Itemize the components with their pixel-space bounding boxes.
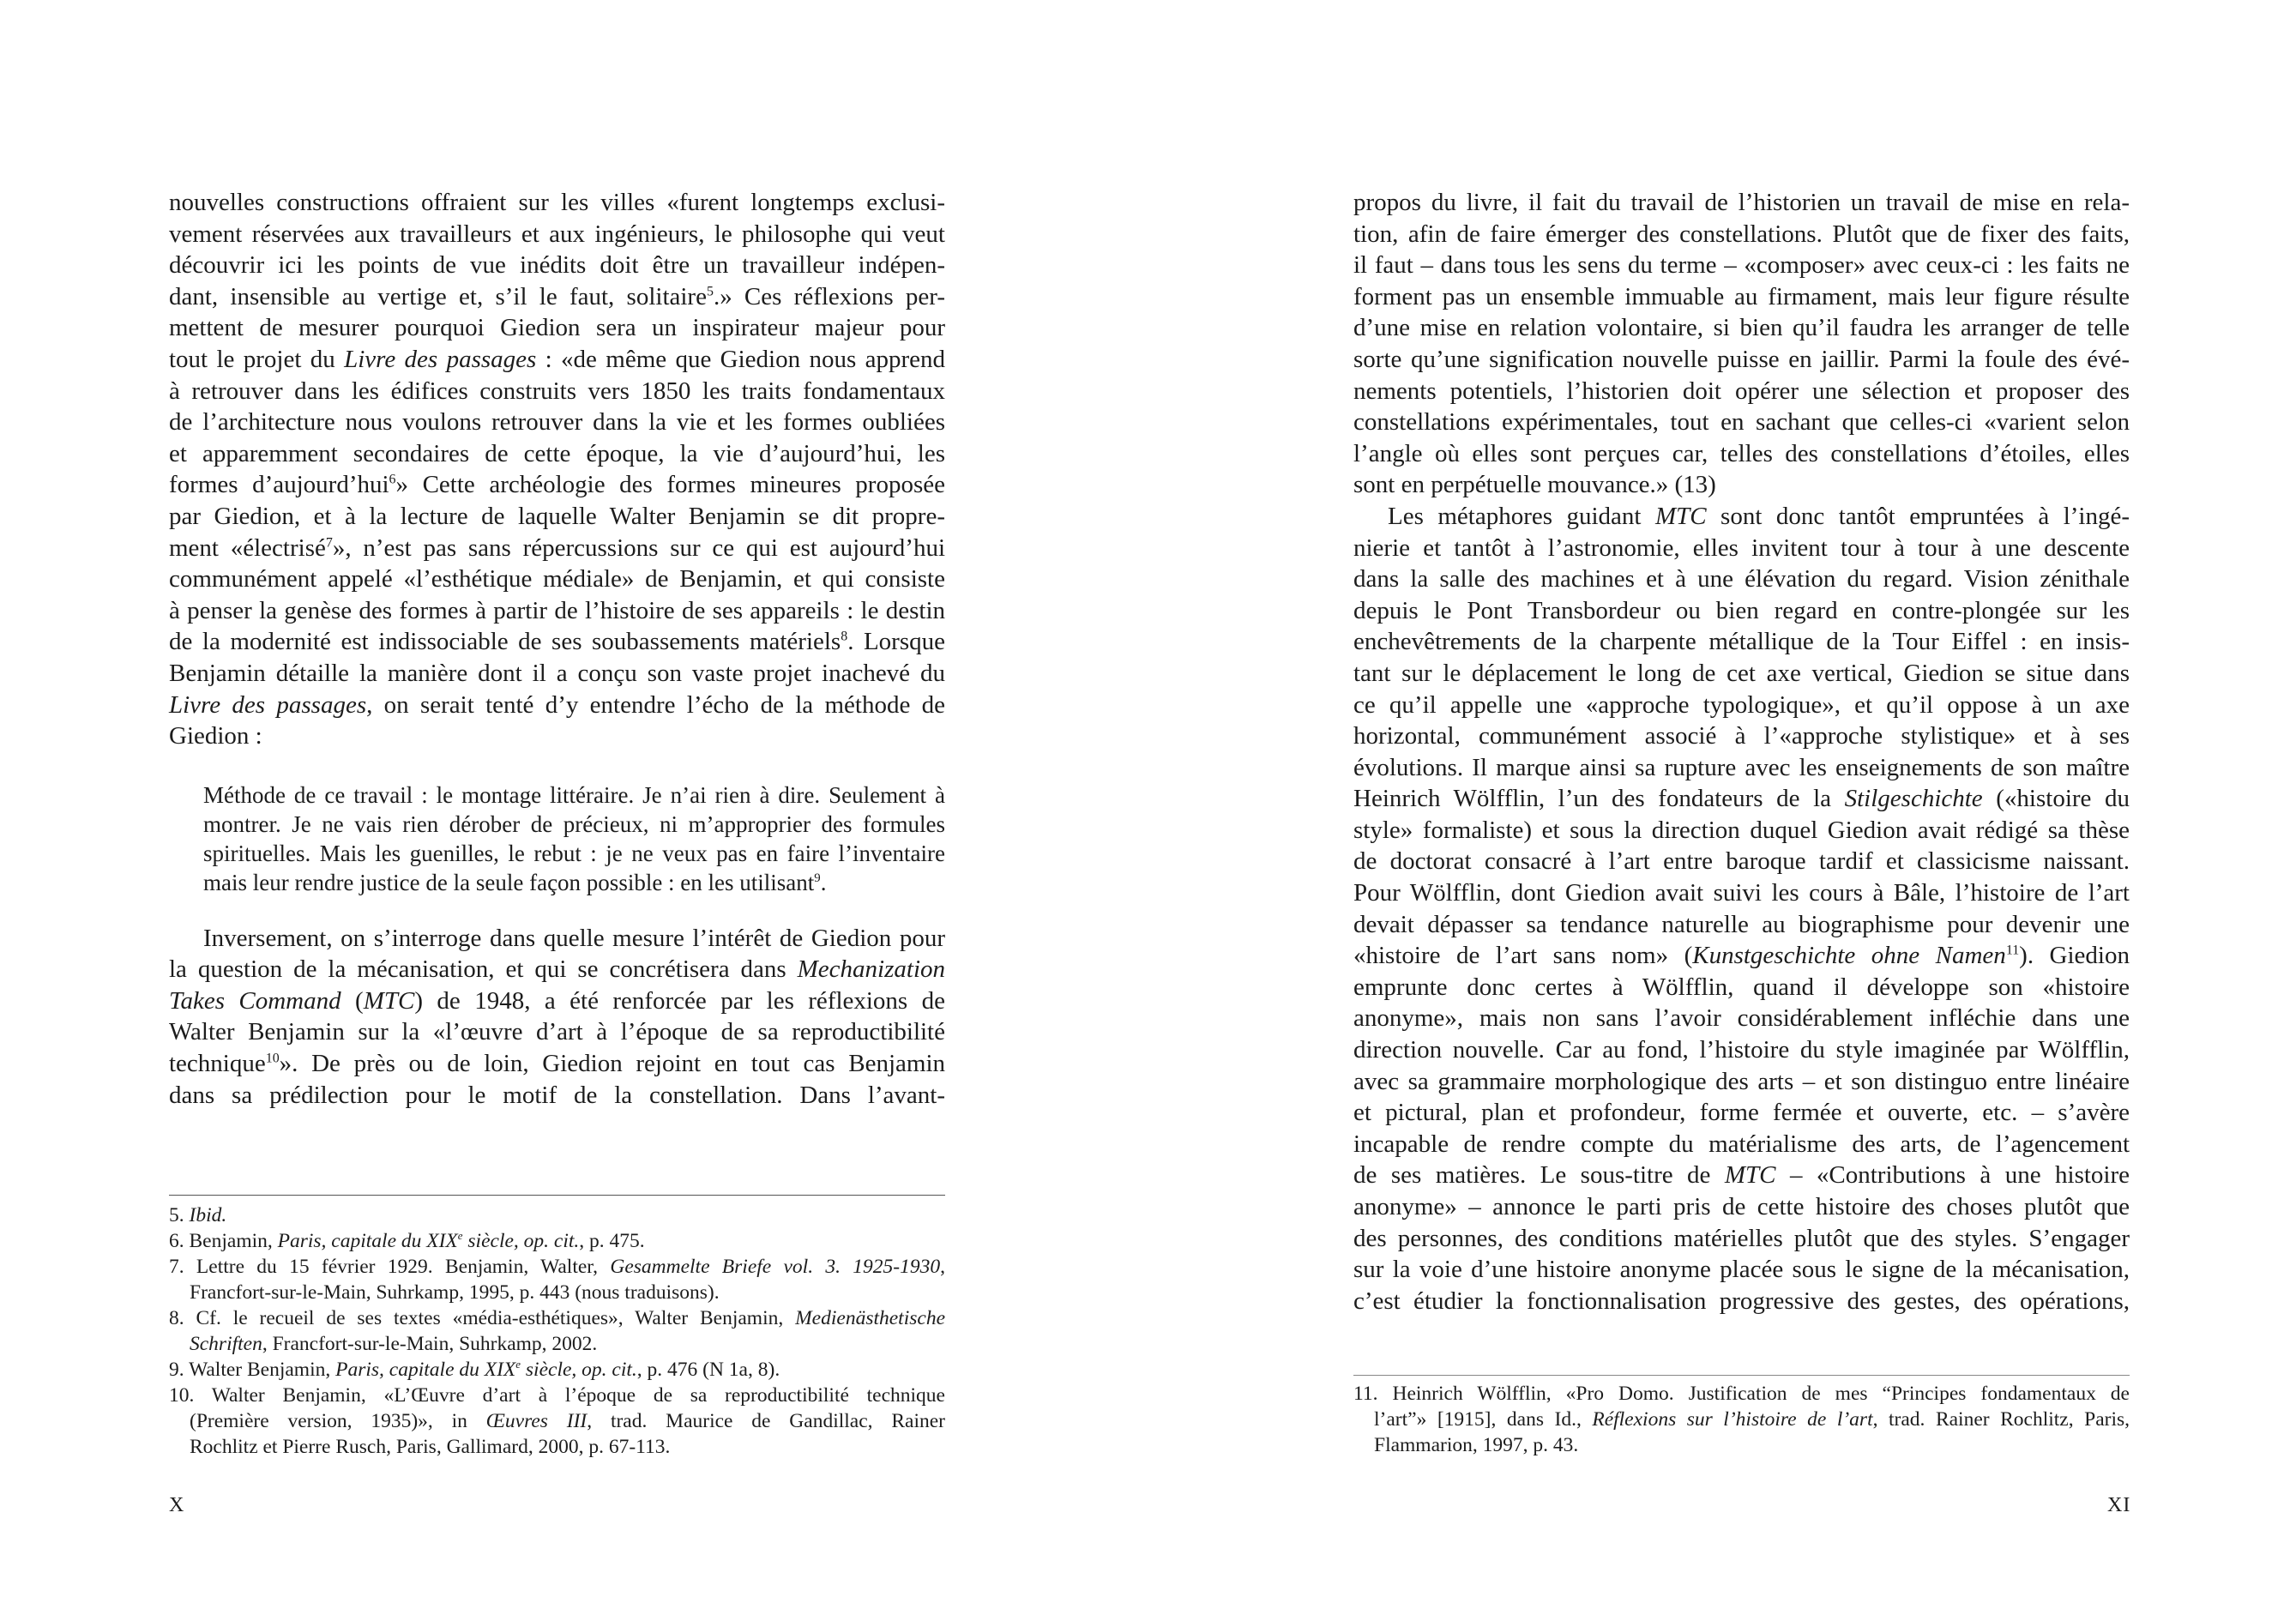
spacer xyxy=(169,897,945,923)
footnote-11 xyxy=(1353,1381,2130,1458)
book-title: Livre des passages xyxy=(344,345,537,373)
text-line: ce qu’il appelle une «approche typologique», et qu’il oppose à un axe xyxy=(1353,690,2130,719)
text-line xyxy=(1353,1160,2130,1191)
text-line: anonyme», mais non sans l’avoir considérablement infléchie dans une xyxy=(1353,1004,2130,1033)
text-line: sont en perpétuelle mouvance.» (13) xyxy=(1353,471,1716,499)
text-line: Walter Benjamin sur la «l’œuvre d’art à l’époque de sa reproductibilité xyxy=(169,1018,945,1046)
text: (Première version, 1935)», in xyxy=(190,1410,486,1432)
footnote-line xyxy=(169,1357,945,1383)
footnote-ref[interactable]: 9 xyxy=(814,871,821,885)
text: de la modernité est indissociable de ses soubassements matériels xyxy=(169,628,841,656)
book-title: Œuvres III xyxy=(485,1410,588,1432)
text-line: c’est étudier la fonctionnalisation progressive des gestes, des opérations, xyxy=(1353,1287,2130,1315)
page-number: XI xyxy=(2107,1494,2131,1516)
footnote-line xyxy=(169,1408,945,1434)
footnote-number: 9. xyxy=(169,1359,190,1381)
right-body-text xyxy=(1353,187,2130,1317)
text: Heinrich Wölfflin, «Pro Domo. Justification de mes “Principes fondamentaux de xyxy=(1392,1383,2130,1405)
text-line: forment pas un ensemble immuable au firmament, mais leur figure résulte xyxy=(1353,282,2130,310)
quote-line: montrer. Je ne vais rien dérober de précieux, ni m’approprier des formules xyxy=(203,810,945,837)
text: ( xyxy=(340,986,364,1015)
text: mais leur rendre justice de la seule façon possible : en les utilisant xyxy=(203,869,815,895)
text-line: à penser la genèse des formes à partir de l’histoire de ses appareils : le destin xyxy=(169,596,945,624)
text-line xyxy=(1353,501,2130,533)
text: («histoire du xyxy=(1982,785,2130,813)
footnote-line xyxy=(169,1331,945,1357)
footnote-8 xyxy=(169,1305,945,1357)
quote-line xyxy=(203,868,945,897)
text-line: d’une mise en relation volontaire, si bien qu’il faudra les arranger de telle xyxy=(1353,314,2130,342)
text-line: de l’architecture nous voulons retrouver dans la vie et les formes oubliées xyxy=(169,408,945,437)
text-line: sur la voie d’une histoire anonyme placée sous le signe de la mécanisation, xyxy=(1353,1256,2130,1284)
text-line: emprunte donc certes à Wölfflin, quand il développe son «histoire xyxy=(1353,973,2130,1001)
text-line xyxy=(169,344,945,376)
text-line: nierie et tantôt à l’astronomie, elles invitent tour à tour à une descente xyxy=(1353,533,2130,562)
text-line xyxy=(169,281,945,313)
text: Ibid. xyxy=(189,1204,227,1226)
book-title: Gesammelte Briefe vol. 3. 1925-1930 xyxy=(610,1256,941,1278)
paragraph xyxy=(169,187,945,752)
footnote-ref[interactable]: 10 xyxy=(265,1051,280,1066)
text-line: Benjamin détaille la manière dont il a conçu son vaste projet inachevé du xyxy=(169,659,945,687)
text: ). Giedion xyxy=(2019,942,2130,970)
text-line: style» formaliste) et sous la direction duquel Giedion avait rédigé sa thèse xyxy=(1353,816,2130,844)
footnote-number: 10. xyxy=(169,1384,212,1407)
text-line: anonyme» – annonce le parti pris de cette histoire des choses plutôt que xyxy=(1353,1193,2130,1220)
text-line: propos du livre, il fait du travail de l’historien un travail de mise en rela- xyxy=(1353,189,2130,216)
text: ment «électrisé xyxy=(169,533,326,562)
text-line xyxy=(169,954,945,985)
footnote-divider xyxy=(1353,1375,2130,1376)
abbreviation: MTC xyxy=(1654,502,1707,530)
text: , p. 475. xyxy=(579,1230,645,1252)
text-line: dans la salle des machines et à une élévation du regard. Vision zénithale xyxy=(1353,565,2130,594)
book-title: Takes Command xyxy=(169,986,341,1015)
text-line: des personnes, des conditions matérielles plutôt que des styles. S’engager xyxy=(1353,1224,2130,1252)
book-title: Livre des passages xyxy=(169,690,367,719)
text-line: et pictural, plan et profondeur, forme fermée et ouverte, etc. – s’avère xyxy=(1353,1099,2130,1127)
footnote-number: 8. xyxy=(169,1307,196,1329)
text: , trad. Rainer Rochlitz, Paris, xyxy=(1872,1408,2130,1431)
text-line: constellations expérimentales, tout en sachant que celles-ci «varient selon xyxy=(1353,408,2130,437)
text-line: tant sur le déplacement le long de cet axe vertical, Giedion se situe dans xyxy=(1353,659,2130,687)
footnote-line: Flammarion, 1997, p. 43. xyxy=(1374,1434,1579,1456)
quote-line: spirituelles. Mais les guenilles, le rebut : je ne veux pas en faire l’inventaire xyxy=(203,840,945,866)
text-line: Pour Wölfflin, dont Giedion avait suivi les cours à Bâle, l’histoire de l’art xyxy=(1353,879,2130,907)
text-line: tion, afin de faire émerger des constellations. Plutôt que de fixer des faits, xyxy=(1353,220,2130,248)
text-line xyxy=(1353,940,2130,972)
book-title: Schriften xyxy=(190,1333,262,1355)
text: Les métaphores guidant xyxy=(1388,502,1655,530)
book-title: Mechanization xyxy=(797,955,945,984)
text: ) de 1948, a été renforcée par les réflexions de xyxy=(414,986,945,1015)
text-line xyxy=(169,469,945,501)
text-line: Giedion : xyxy=(169,722,262,750)
text: sont donc tantôt empruntées à l’ingé- xyxy=(1706,502,2130,530)
text: Walter Benjamin, «L’Œuvre d’art à l’époque de sa reproductibilité technique xyxy=(211,1384,945,1407)
footnote-line: Francfort-sur-le-Main, Suhrkamp, 1995, p. 443 (nous traduisons). xyxy=(190,1281,720,1304)
footnote-ref[interactable]: 5 xyxy=(706,284,714,299)
text: technique xyxy=(169,1050,266,1078)
text: Benjamin, xyxy=(189,1230,278,1252)
text: , trad. Maurice de Gandillac, Rainer xyxy=(587,1410,945,1432)
footnote-line xyxy=(1353,1381,2130,1407)
footnote-9 xyxy=(169,1357,945,1383)
text-line: direction nouvelle. Car au fond, l’histoire du style imaginée par Wölfflin, xyxy=(1353,1036,2130,1064)
text-line: Inversement, on s’interroge dans quelle mesure l’intérêt de Giedion pour xyxy=(203,924,945,952)
text: , p. 476 (N 1a, 8). xyxy=(636,1359,780,1381)
text: .» Ces réflexions per- xyxy=(713,282,945,310)
spacer xyxy=(169,752,945,780)
text-line xyxy=(169,985,945,1017)
page-number: X xyxy=(169,1494,185,1516)
text-line: horizontal, communément associé à l’«approche stylistique» et à ses xyxy=(1353,722,2130,750)
paragraph xyxy=(1353,187,2130,501)
text: : «de même que Giedion nous apprend xyxy=(536,345,945,373)
text-line: à retrouver dans les édifices construits vers 1850 les traits fondamentaux xyxy=(169,377,945,405)
footnote-6 xyxy=(169,1228,945,1254)
footnote-line xyxy=(169,1202,945,1228)
footnote-number: 5. xyxy=(169,1204,190,1226)
text-line: enchevêtrements de la charpente métallique de la Tour Eiffel : en insis- xyxy=(1353,628,2130,656)
right-footnotes xyxy=(1353,1381,2130,1458)
footnote-ref[interactable]: 7 xyxy=(325,534,333,550)
footnote-ref[interactable]: 6 xyxy=(389,472,396,487)
text-line: découvrir ici les points de vue inédits doit être un travailleur indépen- xyxy=(169,251,945,280)
footnote-number: 11. xyxy=(1353,1383,1393,1405)
footnote-line xyxy=(169,1228,945,1254)
text-line xyxy=(1353,783,2130,815)
text-line: sorte qu’une signification nouvelle puisse en jaillir. Parmi la foule des évé- xyxy=(1353,345,2130,373)
text-line: de doctorat consacré à l’art entre baroque tardif et classicisme naissant. xyxy=(1353,847,2130,876)
footnote-divider xyxy=(169,1195,945,1196)
text-line: dans sa prédilection pour le motif de la constellation. Dans l’avant- xyxy=(169,1081,945,1109)
footnote-10 xyxy=(169,1383,945,1460)
text: Cf. le recueil de ses textes «média-esthétiques», Walter Benjamin, xyxy=(196,1307,796,1329)
text: Heinrich Wölfflin, l’un des fondateurs de la xyxy=(1353,785,1845,813)
text: », n’est pas sans répercussions sur ce qui est aujourd’hui xyxy=(332,533,945,562)
term: Stilgeschichte xyxy=(1844,785,1983,813)
text: l’art”» [1915], dans Id., xyxy=(1374,1408,1593,1431)
text-line xyxy=(169,626,945,658)
text: la question de la mécanisation, et qui se concrétisera dans xyxy=(169,955,798,984)
book-title: Réflexions sur l’histoire de l’art xyxy=(1592,1408,1873,1431)
text-line: devait dépasser sa tendance naturelle au biographisme pour devenir une xyxy=(1353,910,2130,938)
book-title: Medienästhetische xyxy=(795,1307,945,1329)
quote-line: Méthode de ce travail : le montage littéraire. Je n’ai rien à dire. Seulement à xyxy=(203,781,945,808)
text: » Cette archéologie des formes mineures proposée xyxy=(395,471,945,499)
text: – «Contributions à une histoire xyxy=(1775,1161,2130,1190)
footnote-line xyxy=(1353,1407,2130,1432)
text-line xyxy=(169,690,945,721)
text: «histoire de l’art sans nom» ( xyxy=(1353,942,1693,970)
footnote-line xyxy=(169,1305,945,1331)
left-body-text xyxy=(169,187,945,1111)
text-line xyxy=(169,533,945,564)
footnote-7 xyxy=(169,1254,945,1305)
text: tout le projet du xyxy=(169,345,345,373)
text-line: l’angle où elles sont perçues car, telles des constellations d’étoiles, elles xyxy=(1353,439,2130,467)
footnote-line xyxy=(169,1383,945,1408)
text-line: et apparemment secondaires de cette époque, la vie d’aujourd’hui, les xyxy=(169,439,945,467)
footnote-ref[interactable]: 8 xyxy=(841,629,848,644)
footnote-number: 7. xyxy=(169,1256,196,1278)
text-line: incapable de rendre compte du matérialisme des arts, de l’agencement xyxy=(1353,1130,2130,1158)
text: , on serait tenté d’y entendre l’écho de la méthode de xyxy=(366,690,945,719)
text: , Francfort-sur-le-Main, Suhrkamp, 2002. xyxy=(262,1333,598,1355)
right-page xyxy=(1148,0,2296,1621)
footnote-number: 6. xyxy=(169,1230,190,1252)
paragraph xyxy=(169,923,945,1112)
text-line: par Giedion, et à la lecture de laquelle Walter Benjamin se dit propre- xyxy=(169,502,945,530)
abbreviation: MTC xyxy=(1724,1161,1776,1190)
book-title: Paris, capitale du XIXe siècle, op. cit. xyxy=(277,1229,580,1252)
text: . Lorsque xyxy=(847,628,945,656)
text: dant, insensible au vertige et, s’il le faut, solitaire xyxy=(169,282,707,310)
text: , xyxy=(940,1256,945,1278)
text-line: évolutions. Il marque ainsi sa rupture avec les enseignements de son maître xyxy=(1353,753,2130,781)
block-quote xyxy=(169,780,945,897)
abbreviation: MTC xyxy=(363,986,415,1015)
text: formes d’aujourd’hui xyxy=(169,471,389,499)
text-line: depuis le Pont Transbordeur ou bien regard en contre-plongée sur les xyxy=(1353,596,2130,624)
text-line: mettent de mesurer pourquoi Giedion sera un inspirateur majeur pour xyxy=(169,314,945,342)
text-line: nements potentiels, l’historien doit opérer une sélection et proposer des xyxy=(1353,377,2130,405)
text-line: avec sa grammaire morphologique des arts – et son distinguo entre linéaire xyxy=(1353,1067,2130,1095)
footnote-line xyxy=(169,1254,945,1280)
term: Kunstgeschichte ohne Namen xyxy=(1692,942,2006,970)
text-line xyxy=(169,1048,945,1080)
text-line: nouvelles constructions offraient sur les villes «furent longtemps exclusi- xyxy=(169,189,945,216)
text: Walter Benjamin, xyxy=(189,1359,336,1381)
footnote-5 xyxy=(169,1202,945,1228)
left-footnotes xyxy=(169,1202,945,1460)
paragraph xyxy=(1353,501,2130,1317)
book-title: Paris, capitale du XIXe siècle, op. cit. xyxy=(335,1358,637,1381)
footnote-line: Rochlitz et Pierre Rusch, Paris, Gallimard, 2000, p. 67-113. xyxy=(190,1436,671,1458)
text-line: communément appelé «l’esthétique médiale» de Benjamin, et qui consiste xyxy=(169,565,945,594)
footnote-ref[interactable]: 11 xyxy=(2005,943,2020,958)
text: . xyxy=(820,869,827,895)
text-line: il faut – dans tous les sens du terme – «composer» avec ceux-ci : les faits ne xyxy=(1353,251,2130,280)
text-line: vement réservées aux travailleurs et aux ingénieurs, le philosophe qui veut xyxy=(169,220,945,248)
text: de ses matières. Le sous-titre de xyxy=(1353,1161,1725,1190)
text: Lettre du 15 février 1929. Benjamin, Walter, xyxy=(196,1256,611,1278)
text: ». De près ou de loin, Giedion rejoint en tout cas Benjamin xyxy=(279,1050,945,1078)
